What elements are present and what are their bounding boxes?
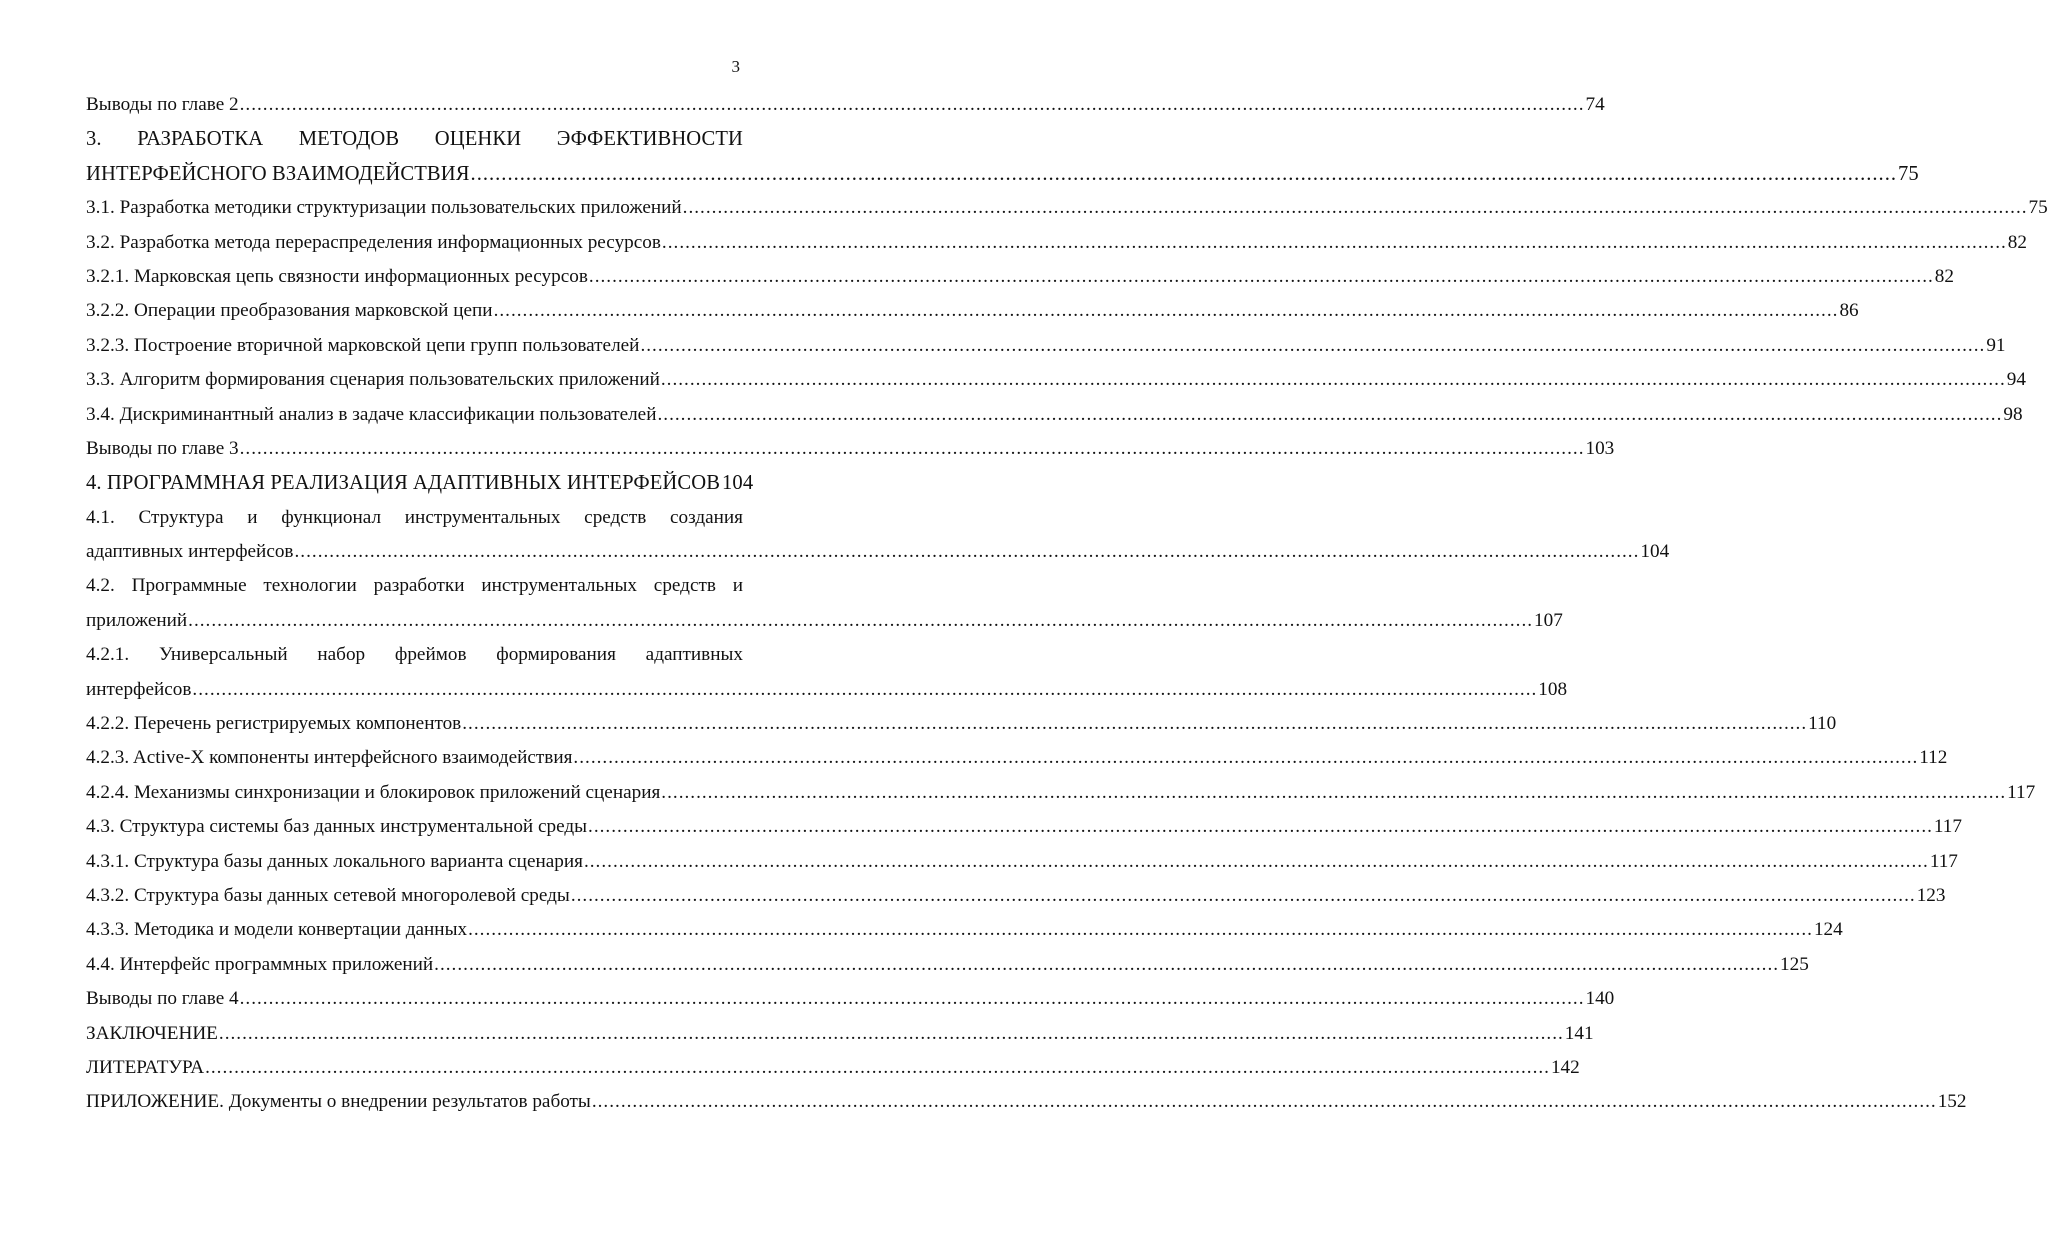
toc-entry (86, 776, 2036, 810)
toc-entry (86, 845, 1958, 879)
toc-entry (86, 466, 754, 500)
toc-entry-page: 117 (2007, 781, 2036, 803)
toc-entry (86, 157, 1919, 191)
toc-entry-page: 125 (1780, 953, 1809, 975)
toc-entry (86, 810, 1962, 844)
toc-entry-page: 117 (1929, 850, 1958, 872)
dot-leader (661, 776, 2006, 810)
dot-leader (494, 294, 1839, 328)
dot-leader (662, 226, 2007, 260)
toc-entry-title: 3.3. Алгоритм формирования сценария пользовательских приложений (86, 369, 660, 391)
toc-entry (86, 741, 1948, 775)
toc-entry-page: 124 (1813, 919, 1843, 941)
toc-entry (86, 1017, 1594, 1051)
toc-entry-page: 82 (2007, 231, 2027, 253)
word: набор (317, 644, 366, 666)
toc-entry-page: 91 (1986, 334, 2006, 356)
toc-entry-page: 140 (1585, 988, 1615, 1010)
toc-entry-title: Выводы по главе 3 (86, 437, 239, 459)
toc-entry-title: 3.2.3. Построение вторичной марковской цепи групп пользователей (86, 334, 640, 356)
toc-entry (86, 88, 1605, 122)
toc-entry-title: ЗАКЛЮЧЕНИЕ (86, 1022, 218, 1044)
toc-entry-title: 4.4. Интерфейс программных приложений (86, 953, 434, 975)
toc-entry-title: 3.4. Дискриминантный анализ в задаче классификации пользователей (86, 403, 657, 425)
dot-leader (584, 845, 1929, 879)
toc-entry-page: 98 (2003, 403, 2023, 425)
toc-entry (86, 191, 2048, 225)
dot-leader (192, 673, 1537, 707)
toc-entry-page: 123 (1916, 884, 1946, 906)
word: фреймов (394, 644, 467, 666)
toc-entry-title: 4.2.4. Механизмы синхронизации и блокировок приложений сценария (86, 781, 661, 803)
toc-entry-page: 103 (1585, 437, 1615, 459)
table-of-contents (86, 88, 2048, 1120)
toc-entry-title: приложений (86, 609, 188, 631)
toc-entry-title: ПРИЛОЖЕНИЕ. Документы о внедрении результатов работы (86, 1091, 591, 1113)
dot-leader (434, 948, 1779, 982)
toc-entry-page: 142 (1550, 1056, 1580, 1078)
toc-entry (86, 707, 1837, 741)
dot-leader (592, 1085, 1937, 1119)
toc-entry-title: ЛИТЕРАТУРА (86, 1056, 205, 1078)
dot-leader (588, 810, 1933, 844)
dot-leader (640, 329, 1985, 363)
toc-entry-page: 94 (2006, 369, 2026, 391)
toc-entry-title: 4.3.3. Методика и модели конвертации данных (86, 919, 468, 941)
dot-leader (468, 913, 1813, 947)
toc-chapter-heading-line: 3. РАЗРАБОТКА МЕТОДОВ ОЦЕНКИ ЭФФЕКТИВНОСТИ (86, 128, 743, 151)
toc-entry-first-line: 4.1. Структура и функционал инструментальных средств создания (86, 506, 743, 528)
toc-entry (86, 260, 1954, 294)
toc-entry-title: 4.3.1. Структура базы данных локального варианта сценария (86, 850, 583, 872)
toc-entry-page: 82 (1934, 265, 1954, 287)
toc-entry-title: интерфейсов (86, 678, 192, 700)
toc-entry-page: 108 (1538, 678, 1568, 700)
toc-entry (86, 982, 1615, 1016)
page-number: 3 (731, 57, 740, 76)
toc-entry-page: 141 (1564, 1022, 1594, 1044)
toc-entry-title: Выводы по главе 4 (86, 988, 239, 1010)
dot-leader (589, 260, 1934, 294)
toc-entry-page: 110 (1808, 713, 1837, 735)
toc-entry-title: 4. ПРОГРАММНАЯ РЕАЛИЗАЦИЯ АДАПТИВНЫХ ИНТЕРФЕЙСОВ (86, 472, 721, 495)
toc-entry (86, 398, 2023, 432)
toc-entry-title: 3.2.2. Операции преобразования марковской цепи (86, 300, 493, 322)
dot-leader (657, 398, 2002, 432)
dot-leader (240, 432, 1585, 466)
toc-entry (86, 948, 1809, 982)
toc-entry-page: 112 (1919, 747, 1948, 769)
toc-entry-page: 75 (1897, 162, 1919, 185)
word: адаптивных (645, 644, 743, 666)
toc-entry (86, 226, 2027, 260)
toc-entry (86, 329, 2006, 363)
dot-leader (205, 1051, 1550, 1085)
toc-entry (86, 432, 1615, 466)
toc-entry-title: 3.2. Разработка метода перераспределения информационных ресурсов (86, 231, 661, 253)
dot-leader (571, 879, 1916, 913)
toc-entry-title: 3.2.1. Марковская цепь связности информационных ресурсов (86, 265, 588, 287)
toc-entry-title: Выводы по главе 2 (86, 94, 239, 115)
word: Универсальный (158, 644, 288, 666)
dot-leader (661, 363, 2006, 397)
toc-entry (86, 604, 1563, 638)
toc-entry-title: 4.3.2. Структура базы данных сетевой многоролевой среды (86, 884, 570, 906)
toc-entry-first-line (86, 638, 743, 672)
toc-entry-title: 4.3. Структура системы баз данных инструментальной среды (86, 816, 588, 838)
toc-entry-first-line: 4.2. Программные технологии разработки инструментальных средств и (86, 575, 743, 597)
dot-leader (471, 157, 1897, 191)
toc-entry (86, 1085, 1967, 1119)
toc-entry (86, 535, 1670, 569)
toc-entry-page: 152 (1937, 1091, 1967, 1113)
dot-leader (188, 604, 1533, 638)
dot-leader (240, 88, 1585, 122)
toc-entry-page: 107 (1534, 609, 1563, 631)
toc-entry (86, 1051, 1580, 1085)
dot-leader (683, 191, 2028, 225)
toc-entry-title: 4.2.3. Active-X компоненты интерфейсного взаимодействия (86, 747, 573, 769)
toc-entry-title: 4.2.2. Перечень регистрируемых компонентов (86, 713, 462, 735)
toc-entry-title: адаптивных интерфейсов (86, 541, 294, 563)
toc-entry-page: 86 (1839, 300, 1859, 322)
dot-leader (462, 707, 1807, 741)
toc-entry (86, 363, 2026, 397)
dot-leader (219, 1017, 1564, 1051)
dot-leader (240, 982, 1585, 1016)
toc-entry (86, 913, 1843, 947)
toc-entry-page: 74 (1585, 94, 1605, 115)
dot-leader (573, 741, 1918, 775)
toc-entry-title: ИНТЕРФЕЙСНОГО ВЗАИМОДЕЙСТВИЯ (86, 162, 470, 185)
word: формирования (496, 644, 616, 666)
toc-entry-title: 3.1. Разработка методики структуризации пользовательских приложений (86, 197, 682, 219)
toc-entry-page: 75 (2028, 197, 2048, 219)
toc-entry-page: 117 (1933, 816, 1962, 838)
toc-entry (86, 879, 1946, 913)
word: 4.2.1. (86, 644, 130, 666)
toc-entry-page: 104 (1640, 541, 1670, 563)
dot-leader (295, 535, 1640, 569)
toc-entry (86, 294, 1859, 328)
toc-entry-page: 104 (722, 472, 754, 495)
toc-entry (86, 673, 1568, 707)
